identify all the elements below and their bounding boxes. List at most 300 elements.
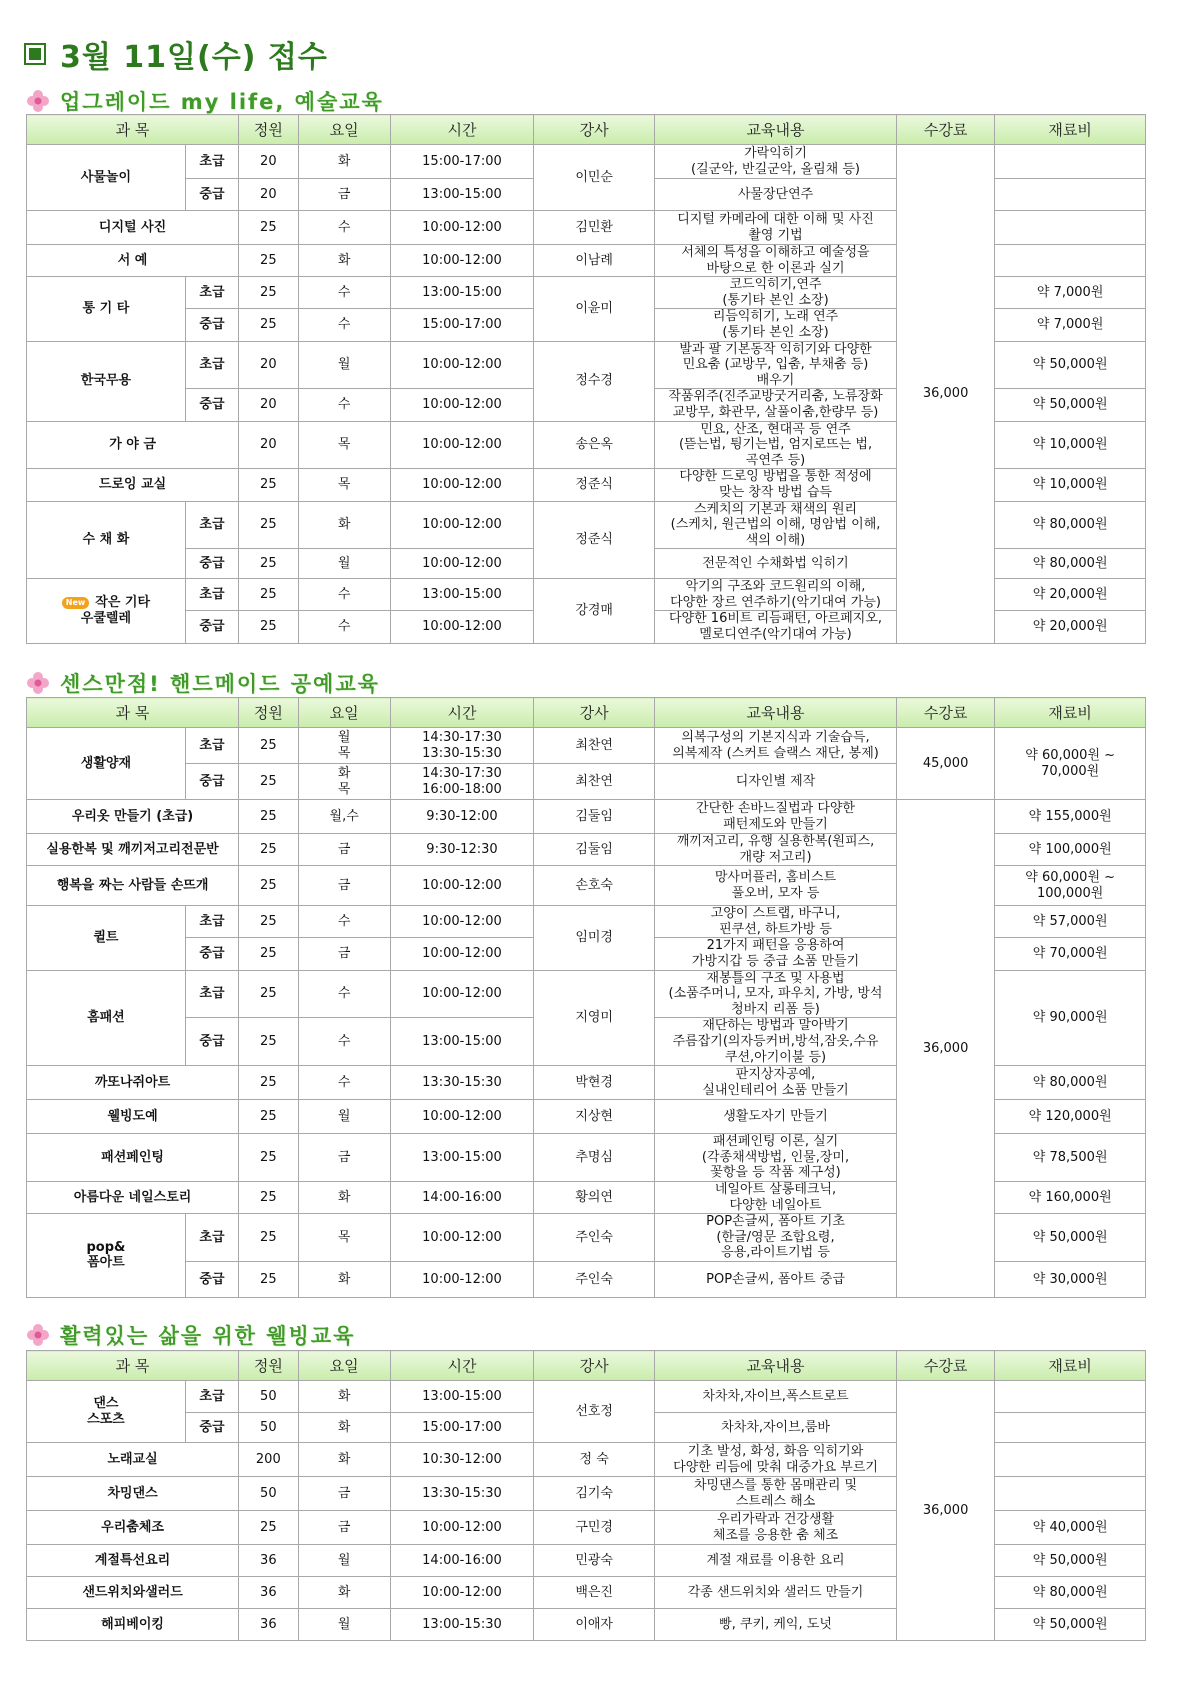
- content-cell: 계절 재료를 이용한 요리: [655, 1545, 897, 1577]
- material-cell: 약 155,000원: [995, 800, 1146, 834]
- level-cell: 초급: [185, 277, 238, 309]
- capacity-cell: 25: [239, 938, 298, 970]
- craft-course-table: [26, 697, 1146, 1298]
- content-cell: 전문적인 수채화법 익히기: [655, 549, 897, 579]
- teacher-cell: 황의연: [534, 1181, 655, 1213]
- day-cell: 수: [298, 277, 390, 309]
- capacity-cell: 25: [239, 1181, 298, 1213]
- page-title: [24, 34, 328, 74]
- teacher-cell: 주인숙: [534, 1214, 655, 1262]
- day-cell: 금: [298, 1477, 390, 1511]
- level-cell: 중급: [185, 1018, 238, 1066]
- capacity-cell: 25: [239, 800, 298, 834]
- day-cell: 수: [298, 611, 390, 643]
- capacity-cell: 25: [239, 906, 298, 938]
- material-cell: [995, 179, 1146, 211]
- content-cell: 악기의 구조와 코드원리의 이해, 다양한 장르 연주하기(악기대여 가능): [655, 579, 897, 611]
- table-header-row: [27, 115, 1146, 145]
- capacity-cell: 25: [239, 469, 298, 501]
- content-cell: 차차차,자이브,룸바: [655, 1413, 897, 1443]
- content-cell: 우리가락과 건강생활 체조를 응용한 춤 체조: [655, 1511, 897, 1545]
- teacher-cell: 지상현: [534, 1100, 655, 1134]
- time-cell: 10:00-12:00: [390, 1100, 533, 1134]
- teacher-cell: 김민환: [534, 211, 655, 245]
- day-cell: 월: [298, 549, 390, 579]
- day-cell: 화: [298, 1443, 390, 1477]
- time-cell: 10:00-12:00: [390, 866, 533, 906]
- section-heading-art: [26, 86, 384, 116]
- column-header: 시간: [390, 698, 533, 728]
- level-cell: 초급: [185, 906, 238, 938]
- subject-cell: 차밍댄스: [27, 1477, 239, 1511]
- column-header: 수강료: [896, 115, 994, 145]
- capacity-cell: 20: [239, 179, 298, 211]
- column-header: 과 목: [27, 115, 239, 145]
- subject-cell: 아름다운 네일스토리: [27, 1181, 239, 1213]
- section-title: 업그레이드 my life, 예술교육: [60, 90, 384, 114]
- content-cell: 리듬익히기, 노래 연주 (통기타 본인 소장): [655, 309, 897, 341]
- content-cell: 사물장단연주: [655, 179, 897, 211]
- time-cell: 14:00-16:00: [390, 1545, 533, 1577]
- column-header: 과 목: [27, 1351, 239, 1381]
- time-cell: 10:00-12:00: [390, 906, 533, 938]
- teacher-cell: 최찬연: [534, 728, 655, 764]
- capacity-cell: 25: [239, 501, 298, 549]
- time-cell: 10:00-12:00: [390, 421, 533, 469]
- material-cell: 약 50,000원: [995, 1609, 1146, 1641]
- day-cell: 화: [298, 1381, 390, 1413]
- time-cell: 13:00-15:00: [390, 1134, 533, 1182]
- content-cell: 작품위주(진주교방굿거리춤, 노류장화 교방무, 화관무, 살풀이춤,한량무 등): [655, 389, 897, 421]
- time-cell: 13:00-15:00: [390, 579, 533, 611]
- day-cell: 월: [298, 1100, 390, 1134]
- column-header: 시간: [390, 1351, 533, 1381]
- day-cell: 수: [298, 389, 390, 421]
- material-cell: 약 10,000원: [995, 469, 1146, 501]
- column-header: 수강료: [896, 698, 994, 728]
- section-heading-craft: [26, 668, 380, 698]
- content-cell: 망사머플러, 홈비스트 풀오버, 모자 등: [655, 866, 897, 906]
- level-cell: 초급: [185, 501, 238, 549]
- level-cell: 초급: [185, 1214, 238, 1262]
- subject-cell: 생활양재: [27, 728, 186, 800]
- column-header: 요일: [298, 1351, 390, 1381]
- level-cell: 중급: [185, 764, 238, 800]
- subject-cell: 노래교실: [27, 1443, 239, 1477]
- teacher-cell: 백은진: [534, 1577, 655, 1609]
- level-cell: 중급: [185, 1261, 238, 1297]
- teacher-cell: 정수경: [534, 341, 655, 421]
- content-cell: 의복구성의 기본지식과 기술습득, 의복제작 (스커트 슬랙스 재단, 봉제): [655, 728, 897, 764]
- column-header: 교육내용: [655, 1351, 897, 1381]
- content-cell: 디지털 카메라에 대한 이해 및 사진 촬영 기법: [655, 211, 897, 245]
- page-title-text: 3월 11일(수) 접수: [60, 40, 328, 75]
- column-header: 정원: [239, 698, 298, 728]
- day-cell: 수: [298, 309, 390, 341]
- teacher-cell: 김둘임: [534, 834, 655, 866]
- column-header: 재료비: [995, 115, 1146, 145]
- material-cell: 약 60,000원 ~ 70,000원: [995, 728, 1146, 800]
- capacity-cell: 50: [239, 1413, 298, 1443]
- day-cell: 금: [298, 179, 390, 211]
- column-header: 강사: [534, 115, 655, 145]
- material-cell: 약 50,000원: [995, 1214, 1146, 1262]
- column-header: 강사: [534, 1351, 655, 1381]
- material-cell: 약 50,000원: [995, 1545, 1146, 1577]
- section-title: 센스만점! 핸드메이드 공예교육: [60, 672, 380, 696]
- day-cell: 월: [298, 341, 390, 389]
- content-cell: 빵, 쿠키, 케익, 도넛: [655, 1609, 897, 1641]
- capacity-cell: 25: [239, 277, 298, 309]
- capacity-cell: 25: [239, 211, 298, 245]
- material-cell: 약 20,000원: [995, 611, 1146, 643]
- content-cell: 차차차,자이브,폭스트로트: [655, 1381, 897, 1413]
- column-header: 시간: [390, 115, 533, 145]
- content-cell: 서체의 특성을 이해하고 예술성을 바탕으로 한 이론과 실기: [655, 245, 897, 277]
- subject-cell: 서 예: [27, 245, 239, 277]
- subject-cell: 우리옷 만들기 (초급): [27, 800, 239, 834]
- fee-cell: 36,000: [896, 800, 994, 1298]
- subject-cell: 홈패션: [27, 970, 186, 1066]
- subject-cell: 행복을 짜는 사람들 손뜨개: [27, 866, 239, 906]
- capacity-cell: 25: [239, 970, 298, 1018]
- capacity-cell: 25: [239, 1511, 298, 1545]
- subject-cell: 해피베이킹: [27, 1609, 239, 1641]
- level-cell: 중급: [185, 938, 238, 970]
- content-cell: 기초 발성, 화성, 화음 익히기와 다양한 리듬에 맞춰 대중가요 부르기: [655, 1443, 897, 1477]
- level-cell: 초급: [185, 1381, 238, 1413]
- teacher-cell: 박현경: [534, 1066, 655, 1100]
- teacher-cell: 김둘임: [534, 800, 655, 834]
- content-cell: 패션페인팅 이론, 실기 (각종채색방법, 인물,장미, 꽃항을 등 작품 제구성): [655, 1134, 897, 1182]
- level-cell: 중급: [185, 611, 238, 643]
- time-cell: 10:00-12:00: [390, 1261, 533, 1297]
- table-row: [27, 728, 1146, 764]
- content-cell: 차밍댄스를 통한 몸매관리 및 스트레스 해소: [655, 1477, 897, 1511]
- subject-cell: 한국무용: [27, 341, 186, 421]
- level-cell: 중급: [185, 549, 238, 579]
- teacher-cell: 이민순: [534, 145, 655, 211]
- column-header: 재료비: [995, 698, 1146, 728]
- subject-cell: 디지털 사진: [27, 211, 239, 245]
- flower-icon: [26, 89, 50, 113]
- capacity-cell: 25: [239, 579, 298, 611]
- level-cell: 초급: [185, 145, 238, 179]
- day-cell: 월 목: [298, 728, 390, 764]
- subject-cell: 패션페인팅: [27, 1134, 239, 1182]
- capacity-cell: 25: [239, 549, 298, 579]
- capacity-cell: 25: [239, 866, 298, 906]
- capacity-cell: 20: [239, 145, 298, 179]
- time-cell: 10:00-12:00: [390, 1214, 533, 1262]
- capacity-cell: 20: [239, 421, 298, 469]
- column-header: 정원: [239, 115, 298, 145]
- content-cell: 간단한 손바느질법과 다양한 패턴제도와 만들기: [655, 800, 897, 834]
- teacher-cell: 주인숙: [534, 1261, 655, 1297]
- capacity-cell: 50: [239, 1381, 298, 1413]
- day-cell: 화: [298, 1413, 390, 1443]
- teacher-cell: 정준식: [534, 501, 655, 579]
- time-cell: 10:00-12:00: [390, 1577, 533, 1609]
- material-cell: 약 57,000원: [995, 906, 1146, 938]
- subject-cell: 드로잉 교실: [27, 469, 239, 501]
- time-cell: 9:30-12:00: [390, 800, 533, 834]
- content-cell: 민요, 산조, 현대곡 등 연주 (뜯는법, 튕기는법, 엄지로뜨는 법, 곡연주 등): [655, 421, 897, 469]
- column-header: 과 목: [27, 698, 239, 728]
- capacity-cell: 36: [239, 1545, 298, 1577]
- material-cell: [995, 1381, 1146, 1413]
- time-cell: 14:30-17:30 16:00-18:00: [390, 764, 533, 800]
- capacity-cell: 25: [239, 611, 298, 643]
- material-cell: 약 80,000원: [995, 549, 1146, 579]
- teacher-cell: 민광숙: [534, 1545, 655, 1577]
- material-cell: 약 80,000원: [995, 1066, 1146, 1100]
- day-cell: 화: [298, 1577, 390, 1609]
- day-cell: 화: [298, 245, 390, 277]
- material-cell: [995, 1477, 1146, 1511]
- material-cell: [995, 1443, 1146, 1477]
- time-cell: 10:00-12:00: [390, 469, 533, 501]
- flower-icon: [26, 671, 50, 695]
- content-cell: 네일아트 살롱테크닉, 다양한 네일아트: [655, 1181, 897, 1213]
- capacity-cell: 25: [239, 1214, 298, 1262]
- content-cell: 깨끼저고리, 유행 실용한복(원피스, 개량 저고리): [655, 834, 897, 866]
- material-cell: 약 20,000원: [995, 579, 1146, 611]
- day-cell: 화: [298, 501, 390, 549]
- subject-cell: 웰빙도예: [27, 1100, 239, 1134]
- capacity-cell: 20: [239, 341, 298, 389]
- level-cell: 초급: [185, 970, 238, 1018]
- time-cell: 10:00-12:00: [390, 611, 533, 643]
- content-cell: 다양한 16비트 리듬패턴, 아르페지오, 멜로디연주(악기대여 가능): [655, 611, 897, 643]
- table-row: [27, 800, 1146, 834]
- section-heading-wellbeing: [26, 1320, 355, 1350]
- level-cell: 초급: [185, 728, 238, 764]
- day-cell: 화: [298, 1261, 390, 1297]
- day-cell: 목: [298, 469, 390, 501]
- content-cell: 스케치의 기본과 채색의 원리 (스케치, 원근법의 이해, 명암법 이해, 색의 이해): [655, 501, 897, 549]
- content-cell: 코드익히기,연주 (통기타 본인 소장): [655, 277, 897, 309]
- capacity-cell: 36: [239, 1577, 298, 1609]
- subject-cell: 댄스 스포츠: [27, 1381, 186, 1443]
- day-cell: 수: [298, 970, 390, 1018]
- level-cell: 초급: [185, 341, 238, 389]
- day-cell: 월: [298, 1545, 390, 1577]
- material-cell: 약 60,000원 ~ 100,000원: [995, 866, 1146, 906]
- time-cell: 15:00-17:00: [390, 145, 533, 179]
- time-cell: 13:00-15:00: [390, 1018, 533, 1066]
- fee-cell: 36,000: [896, 1381, 994, 1641]
- time-cell: 10:00-12:00: [390, 970, 533, 1018]
- content-cell: 다양한 드로잉 방법을 통한 적성에 맞는 창작 방법 습득: [655, 469, 897, 501]
- capacity-cell: 20: [239, 389, 298, 421]
- time-cell: 13:00-15:00: [390, 1381, 533, 1413]
- day-cell: 금: [298, 834, 390, 866]
- day-cell: 목: [298, 421, 390, 469]
- teacher-cell: 송은옥: [534, 421, 655, 469]
- material-cell: 약 10,000원: [995, 421, 1146, 469]
- level-cell: 초급: [185, 579, 238, 611]
- material-cell: 약 90,000원: [995, 970, 1146, 1066]
- material-cell: 약 100,000원: [995, 834, 1146, 866]
- time-cell: 13:30-15:30: [390, 1477, 533, 1511]
- column-header: 교육내용: [655, 698, 897, 728]
- time-cell: 14:30-17:30 13:30-15:30: [390, 728, 533, 764]
- time-cell: 13:00-15:00: [390, 179, 533, 211]
- material-cell: 약 7,000원: [995, 277, 1146, 309]
- subject-cell: [27, 579, 186, 643]
- content-cell: 디자인별 제작: [655, 764, 897, 800]
- capacity-cell: 50: [239, 1477, 298, 1511]
- capacity-cell: 25: [239, 1066, 298, 1100]
- material-cell: [995, 145, 1146, 179]
- day-cell: 수: [298, 906, 390, 938]
- time-cell: 10:30-12:00: [390, 1443, 533, 1477]
- table-header-row: [27, 698, 1146, 728]
- column-header: 재료비: [995, 1351, 1146, 1381]
- material-cell: 약 70,000원: [995, 938, 1146, 970]
- content-cell: 각종 샌드위치와 샐러드 만들기: [655, 1577, 897, 1609]
- time-cell: 9:30-12:30: [390, 834, 533, 866]
- subject-cell: 계절특선요리: [27, 1545, 239, 1577]
- table-header-row: [27, 1351, 1146, 1381]
- time-cell: 13:00-15:00: [390, 277, 533, 309]
- content-cell: 고양이 스트랩, 바구니, 핀쿠션, 하트가방 등: [655, 906, 897, 938]
- table-row: [27, 145, 1146, 179]
- column-header: 교육내용: [655, 115, 897, 145]
- section-title: 활력있는 삶을 위한 웰빙교육: [60, 1324, 356, 1348]
- day-cell: 수: [298, 211, 390, 245]
- capacity-cell: 25: [239, 1261, 298, 1297]
- material-cell: 약 80,000원: [995, 1577, 1146, 1609]
- capacity-cell: 25: [239, 834, 298, 866]
- capacity-cell: 36: [239, 1609, 298, 1641]
- material-cell: 약 80,000원: [995, 501, 1146, 549]
- subject-cell: 가 야 금: [27, 421, 239, 469]
- flower-icon: [26, 1323, 50, 1347]
- day-cell: 목: [298, 1214, 390, 1262]
- time-cell: 10:00-12:00: [390, 938, 533, 970]
- fee-cell: 36,000: [896, 145, 994, 644]
- subject-cell: 사물놀이: [27, 145, 186, 211]
- table-row: [27, 1381, 1146, 1413]
- teacher-cell: 정 숙: [534, 1443, 655, 1477]
- content-cell: 21가지 패턴을 응용하여 가방지갑 등 중급 소품 만들기: [655, 938, 897, 970]
- teacher-cell: 이애자: [534, 1609, 655, 1641]
- day-cell: 금: [298, 1511, 390, 1545]
- capacity-cell: 25: [239, 728, 298, 764]
- teacher-cell: 추명심: [534, 1134, 655, 1182]
- teacher-cell: 이남례: [534, 245, 655, 277]
- capacity-cell: 25: [239, 764, 298, 800]
- subject-cell: 우리춤체조: [27, 1511, 239, 1545]
- level-cell: 중급: [185, 309, 238, 341]
- teacher-cell: 구민경: [534, 1511, 655, 1545]
- level-cell: 중급: [185, 389, 238, 421]
- capacity-cell: 25: [239, 309, 298, 341]
- material-cell: 약 30,000원: [995, 1261, 1146, 1297]
- teacher-cell: 정준식: [534, 469, 655, 501]
- column-header: 강사: [534, 698, 655, 728]
- teacher-cell: 손호숙: [534, 866, 655, 906]
- new-badge: New: [62, 597, 90, 609]
- time-cell: 10:00-12:00: [390, 1511, 533, 1545]
- subject-cell: 수 채 화: [27, 501, 186, 579]
- column-header: 정원: [239, 1351, 298, 1381]
- capacity-cell: 25: [239, 1134, 298, 1182]
- material-cell: 약 120,000원: [995, 1100, 1146, 1134]
- level-cell: 중급: [185, 179, 238, 211]
- teacher-cell: 강경매: [534, 579, 655, 643]
- subject-cell: 까또나쥐아트: [27, 1066, 239, 1100]
- material-cell: [995, 245, 1146, 277]
- material-cell: 약 160,000원: [995, 1181, 1146, 1213]
- teacher-cell: 김기숙: [534, 1477, 655, 1511]
- time-cell: 14:00-16:00: [390, 1181, 533, 1213]
- art-course-table: [26, 114, 1146, 644]
- material-cell: 약 50,000원: [995, 389, 1146, 421]
- fee-cell: 45,000: [896, 728, 994, 800]
- teacher-cell: 지영미: [534, 970, 655, 1066]
- day-cell: 월,수: [298, 800, 390, 834]
- content-cell: POP손글씨, 폼아트 기초 (한글/영문 조합요령, 응용,라이트기법 등: [655, 1214, 897, 1262]
- time-cell: 10:00-12:00: [390, 211, 533, 245]
- day-cell: 수: [298, 579, 390, 611]
- capacity-cell: 25: [239, 1100, 298, 1134]
- column-header: 수강료: [896, 1351, 994, 1381]
- material-cell: [995, 1413, 1146, 1443]
- content-cell: 재단하는 방법과 말아박기 주름잡기(의자등커버,방석,잠옷,수유 쿠션,아기이불 등): [655, 1018, 897, 1066]
- time-cell: 10:00-12:00: [390, 245, 533, 277]
- time-cell: 10:00-12:00: [390, 341, 533, 389]
- day-cell: 금: [298, 866, 390, 906]
- level-cell: 중급: [185, 1413, 238, 1443]
- time-cell: 10:00-12:00: [390, 501, 533, 549]
- capacity-cell: 25: [239, 245, 298, 277]
- capacity-cell: 200: [239, 1443, 298, 1477]
- time-cell: 15:00-17:00: [390, 309, 533, 341]
- capacity-cell: 25: [239, 1018, 298, 1066]
- time-cell: 10:00-12:00: [390, 549, 533, 579]
- material-cell: [995, 211, 1146, 245]
- subject-label: 작은 기타 우쿨렐레: [80, 595, 151, 626]
- time-cell: 10:00-12:00: [390, 389, 533, 421]
- day-cell: 화 목: [298, 764, 390, 800]
- content-cell: 재봉틀의 구조 및 사용법 (소품주머니, 모자, 파우치, 가방, 방석 청바지 리폼 등): [655, 970, 897, 1018]
- subject-cell: 샌드위치와샐러드: [27, 1577, 239, 1609]
- day-cell: 화: [298, 1181, 390, 1213]
- teacher-cell: 이윤미: [534, 277, 655, 341]
- day-cell: 화: [298, 145, 390, 179]
- column-header: 요일: [298, 115, 390, 145]
- day-cell: 수: [298, 1066, 390, 1100]
- day-cell: 금: [298, 1134, 390, 1182]
- content-cell: POP손글씨, 폼아트 중급: [655, 1261, 897, 1297]
- content-cell: 판지상자공예, 실내인테리어 소품 만들기: [655, 1066, 897, 1100]
- time-cell: 13:30-15:30: [390, 1066, 533, 1100]
- subject-cell: 통 기 타: [27, 277, 186, 341]
- teacher-cell: 임미경: [534, 906, 655, 970]
- content-cell: 가락익히기 (길군악, 반길군악, 올림채 등): [655, 145, 897, 179]
- subject-cell: 실용한복 및 깨끼저고리전문반: [27, 834, 239, 866]
- subject-cell: 퀼트: [27, 906, 186, 970]
- material-cell: 약 50,000원: [995, 341, 1146, 389]
- subject-cell: pop& 폼아트: [27, 1214, 186, 1298]
- content-cell: 발과 팔 기본동작 익히기와 다양한 민요춤 (교방무, 입춤, 부채춤 등) 배우기: [655, 341, 897, 389]
- day-cell: 금: [298, 938, 390, 970]
- day-cell: 수: [298, 1018, 390, 1066]
- time-cell: 15:00-17:00: [390, 1413, 533, 1443]
